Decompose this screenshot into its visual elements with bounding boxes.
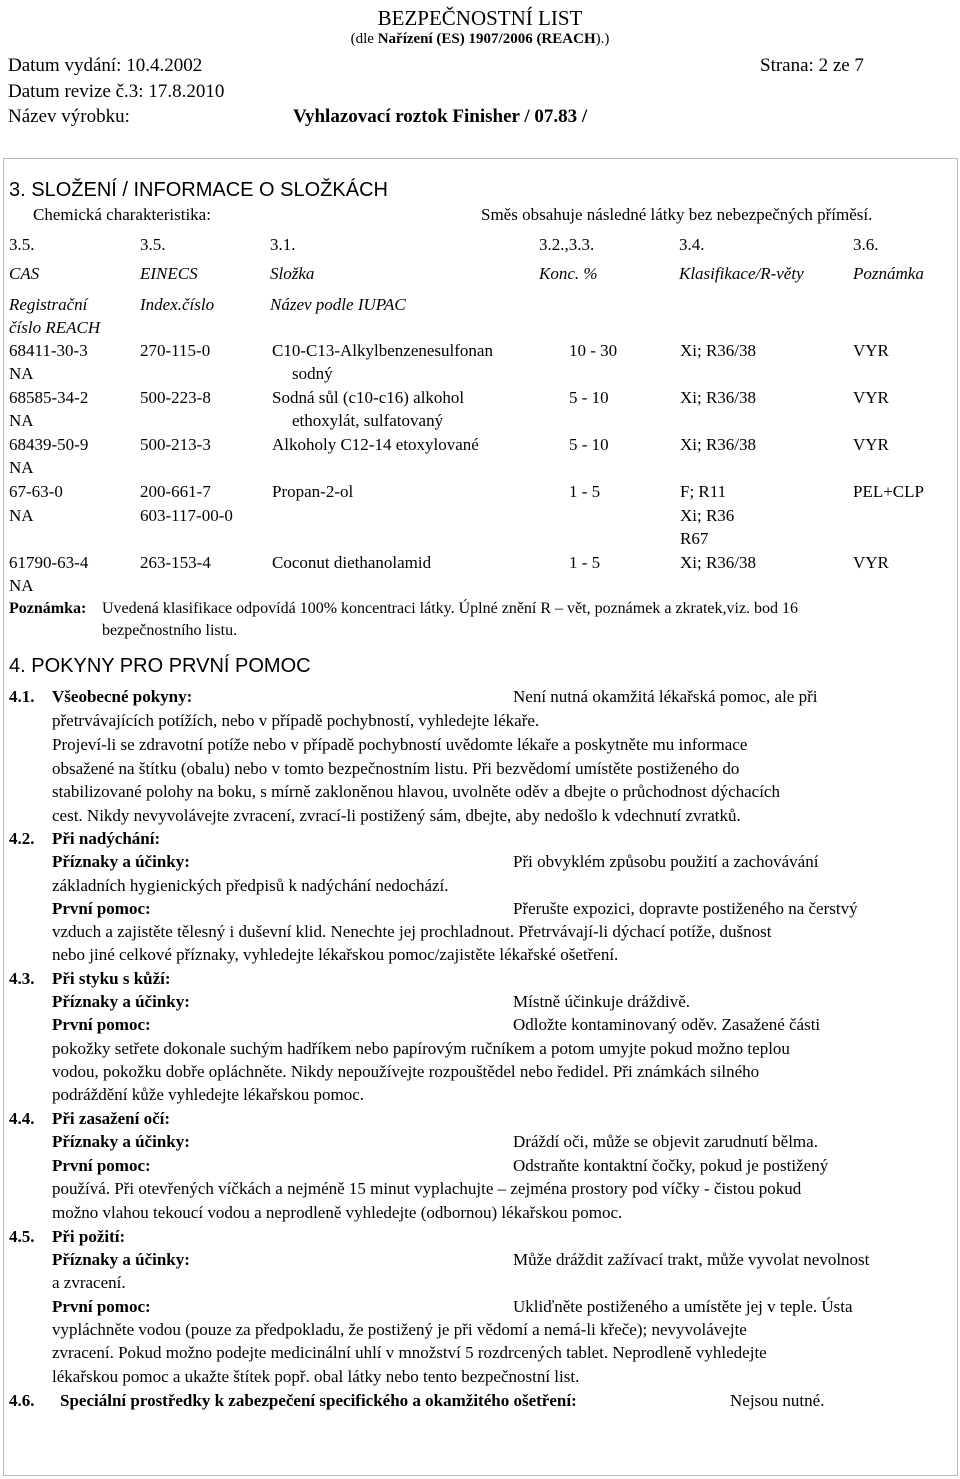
table-row-einecs: 200-661-7	[140, 482, 211, 501]
chem-value: Směs obsahuje následné látky bez nebezpečných příměsí.	[481, 205, 873, 224]
col-header-component: Složka	[270, 264, 315, 283]
table-row-note: VYR	[853, 341, 889, 360]
note-text-cont: bezpečnostního listu.	[102, 622, 238, 639]
table-row-note: VYR	[853, 388, 889, 407]
s44-number: 4.4.	[9, 1109, 35, 1128]
s43-first-aid-cont: pokožky setřete dokonale suchým hadříkem nebo papírovým ručníkem a potom umyjte pokud možno teplou	[52, 1039, 790, 1058]
table-row-note: VYR	[853, 553, 889, 572]
s41-number: 4.1.	[9, 687, 35, 706]
s41-label: Všeobecné pokyny:	[52, 687, 193, 706]
issue-date: Datum vydání: 10.4.2002	[8, 55, 203, 76]
col-header-class: Klasifikace/R-věty	[679, 264, 804, 283]
col-sub-iupac: Název podle IUPAC	[270, 295, 406, 314]
s43-symptoms: Místně účinkuje dráždivě.	[513, 992, 691, 1011]
table-row-einecs: 500-223-8	[140, 388, 211, 407]
ref-note: 3.6.	[853, 235, 879, 254]
table-row-name: Propan-2-ol	[272, 482, 354, 501]
s43-label: Při styku s kůží:	[52, 969, 171, 988]
regulation-subtitle	[0, 32, 960, 47]
table-row-einecs: 263-153-4	[140, 553, 211, 572]
s43-first-aid: Odložte kontaminovaný oděv. Zasažené části	[513, 1015, 821, 1034]
product-name: Vyhlazovací roztok Finisher / 07.83 /	[293, 106, 588, 127]
s41-text: stabilizované polohy na boku, s mírně zakloněnou hlavou, uvolněte oděv a dbejte o průchodnost dýchacích	[52, 782, 780, 801]
col-header-cas: CAS	[9, 264, 40, 283]
s44-label: Při zasažení očí:	[52, 1109, 171, 1128]
col-header-einecs: EINECS	[140, 264, 198, 283]
s42-symptoms-label: Příznaky a účinky:	[52, 852, 190, 871]
col-sub-registration: Registrační	[9, 295, 88, 314]
table-row-conc: 1 - 5	[569, 553, 601, 572]
table-row-einecs: 270-115-0	[140, 341, 211, 360]
s44-symptoms: Dráždí oči, může se objevit zarudnutí bělma.	[513, 1132, 818, 1151]
table-row-cas: 67-63-0	[9, 482, 63, 501]
s41-text: cest. Nikdy nevyvolávejte zvracení, zvrací-li postižený sám, dbejte, aby nedošlo k vdechnutí zvratků.	[52, 806, 741, 825]
s42-first-aid: Přerušte expozici, dopravte postiženého na čerstvý	[513, 899, 858, 918]
s45-number: 4.5.	[9, 1227, 35, 1246]
table-row-class: Xi; R36/38	[680, 341, 757, 360]
s44-first-aid: Odstraňte kontaktní čočky, pokud je postižený	[513, 1156, 829, 1175]
s45-first-aid: Ukliďněte postiženého a umístěte jej v teple. Ústa	[513, 1297, 853, 1316]
s42-number: 4.2.	[9, 829, 35, 848]
s43-first-aid-label: První pomoc:	[52, 1015, 151, 1034]
ref-component: 3.1.	[270, 235, 296, 254]
table-row-class: F; R11	[680, 482, 727, 501]
s41-text: přetrvávajících potížích, nebo v případě pochybností, vyhledejte lékaře.	[52, 711, 540, 730]
section3-heading: 3. SLOŽENÍ / INFORMACE O SLOŽKÁCH	[9, 179, 388, 201]
s43-symptoms-label: Příznaky a účinky:	[52, 992, 190, 1011]
table-row-class: Xi; R36/38	[680, 435, 757, 454]
ref-einecs: 3.5.	[140, 235, 166, 254]
table-row-reg: NA	[9, 506, 34, 525]
section4-heading: 4. POKYNY PRO PRVNÍ POMOC	[9, 655, 311, 677]
table-row-class-2: Xi; R36	[680, 506, 735, 525]
table-row-cas: 68585-34-2	[9, 388, 89, 407]
table-row-reg: NA	[9, 458, 34, 477]
table-row-note: PEL+CLP	[853, 482, 924, 501]
s42-first-aid-label: První pomoc:	[52, 899, 151, 918]
table-row-class: Xi; R36/38	[680, 388, 757, 407]
subtitle-post: ).)	[595, 31, 610, 47]
s45-first-aid-label: První pomoc:	[52, 1297, 151, 1316]
table-row-cas: 68411-30-3	[9, 341, 88, 360]
s41-text: Projeví-li se zdravotní potíže nebo v případě pochybností uvědomte lékaře a poskytněte mu informace	[52, 735, 748, 754]
table-row-conc: 5 - 10	[569, 435, 609, 454]
table-row-name: Alkoholy C12-14 etoxylované	[272, 435, 479, 454]
s45-symptoms: Může dráždit zažívací trakt, může vyvolat nevolnost	[513, 1250, 870, 1269]
s45-first-aid-cont: vypláchněte vodou (pouze za předpokladu, že postižený je při vědomí a nemá-li křeče); nevyvolávejte	[52, 1320, 747, 1339]
document-title: BEZPEČNOSTNÍ LIST	[377, 6, 583, 30]
s45-symptoms-label: Příznaky a účinky:	[52, 1250, 190, 1269]
table-row-name-cont: sodný	[292, 364, 333, 383]
table-row-index: 603-117-00-0	[140, 506, 233, 525]
s43-first-aid-cont: podráždění kůže vyhledejte lékařskou pomoc.	[52, 1085, 365, 1104]
table-row-name: Coconut diethanolamid	[272, 553, 432, 572]
product-label: Název výrobku:	[8, 106, 130, 127]
s45-first-aid-cont: zvracení. Pokud možno podejte medicinální uhlí v množství 5 rozdrcených tablet. Neprodleně vyhledejte	[52, 1343, 767, 1362]
s44-symptoms-label: Příznaky a účinky:	[52, 1132, 190, 1151]
subtitle-pre: (dle	[350, 31, 378, 47]
col-sub-index: Index.číslo	[140, 295, 215, 314]
s42-symptoms: Při obvyklém způsobu použití a zachovávání	[513, 852, 819, 871]
ref-cas: 3.5.	[9, 235, 35, 254]
table-row-note: VYR	[853, 435, 889, 454]
page-number: Strana: 2 ze 7	[760, 55, 864, 76]
s42-first-aid-cont: nebo jiné celkové příznaky, vyhledejte lékařskou pomoc/zajistěte lékařské ošetření.	[52, 945, 619, 964]
table-row-reg: NA	[9, 411, 34, 430]
s46-label: Speciální prostředky k zabezpečení specifického a okamžitého ošetření:	[60, 1391, 577, 1410]
s42-symptoms-cont: základních hygienických předpisů k nadýchání nedochází.	[52, 876, 449, 895]
s43-first-aid-cont: vodou, pokožku dobře opláchněte. Nikdy nepoužívejte rozpouštědel nebo ředidel. Při známkách silného	[52, 1062, 760, 1081]
table-row-name-cont: ethoxylát, sulfatovaný	[292, 411, 444, 430]
s45-label: Při požití:	[52, 1227, 126, 1246]
s44-first-aid-cont: používá. Při otevřených víčkách a nejméně 15 minut vyplachujte – zejména prostory pod víčky - čistou pokud	[52, 1179, 802, 1198]
s42-label: Při nadýchání:	[52, 829, 161, 848]
table-row-conc: 1 - 5	[569, 482, 601, 501]
table-row-cas: 68439-50-9	[9, 435, 89, 454]
table-row-reg: NA	[9, 364, 34, 383]
s46-number: 4.6.	[9, 1391, 35, 1410]
table-row-einecs: 500-213-3	[140, 435, 211, 454]
col-sub-reach: číslo REACH	[9, 318, 101, 337]
s44-first-aid-label: První pomoc:	[52, 1156, 151, 1175]
revision-date: Datum revize č.3: 17.8.2010	[8, 81, 225, 102]
s42-first-aid-cont: vzduch a zajistěte tělesný i duševní klid. Nenechte jej prochladnout. Přetrvávají-li dýchací potíže, dušnost	[52, 922, 772, 941]
s44-first-aid-cont: možno vlahou tekoucí vodou a neprodleně vyhledejte (odbornou) lékařskou pomoc.	[52, 1203, 623, 1222]
note-text: Uvedená klasifikace odpovídá 100% koncentraci látky. Úplné znění R – vět, poznámek a zkratek,viz. bod 16	[102, 600, 799, 617]
subtitle-regulation: Nařízení (ES) 1907/2006 (REACH	[377, 31, 596, 47]
table-row-name: Sodná sůl (c10-c16) alkohol	[272, 388, 465, 407]
table-row-cas: 61790-63-4	[9, 553, 89, 572]
s41-text: obsažené na štítku (obalu) nebo v tomto bezpečnostním listu. Při bezvědomí umístěte postiženého do	[52, 759, 740, 778]
table-row-conc: 5 - 10	[569, 388, 609, 407]
note-label: Poznámka:	[9, 600, 87, 617]
s46-value: Nejsou nutné.	[730, 1391, 825, 1410]
table-row-class: Xi; R36/38	[680, 553, 757, 572]
table-row-reg: NA	[9, 576, 34, 595]
s41-text: Není nutná okamžitá lékařská pomoc, ale při	[513, 687, 818, 706]
ref-class: 3.4.	[679, 235, 705, 254]
table-row-class-3: R67	[680, 529, 709, 548]
ref-conc: 3.2.,3.3.	[539, 235, 595, 254]
chem-label: Chemická charakteristika:	[33, 205, 211, 224]
s45-first-aid-cont: lékařskou pomoc a ukažte štítek popř. obal látky nebo tento bezpečnostní list.	[52, 1367, 580, 1386]
table-row-name: C10-C13-Alkylbenzenesulfonan	[272, 341, 493, 360]
s43-number: 4.3.	[9, 969, 35, 988]
s45-symptoms-cont: a zvracení.	[52, 1273, 126, 1292]
col-header-conc: Konc. %	[539, 264, 598, 283]
table-row-conc: 10 - 30	[569, 341, 618, 360]
col-header-note: Poznámka	[853, 264, 924, 283]
